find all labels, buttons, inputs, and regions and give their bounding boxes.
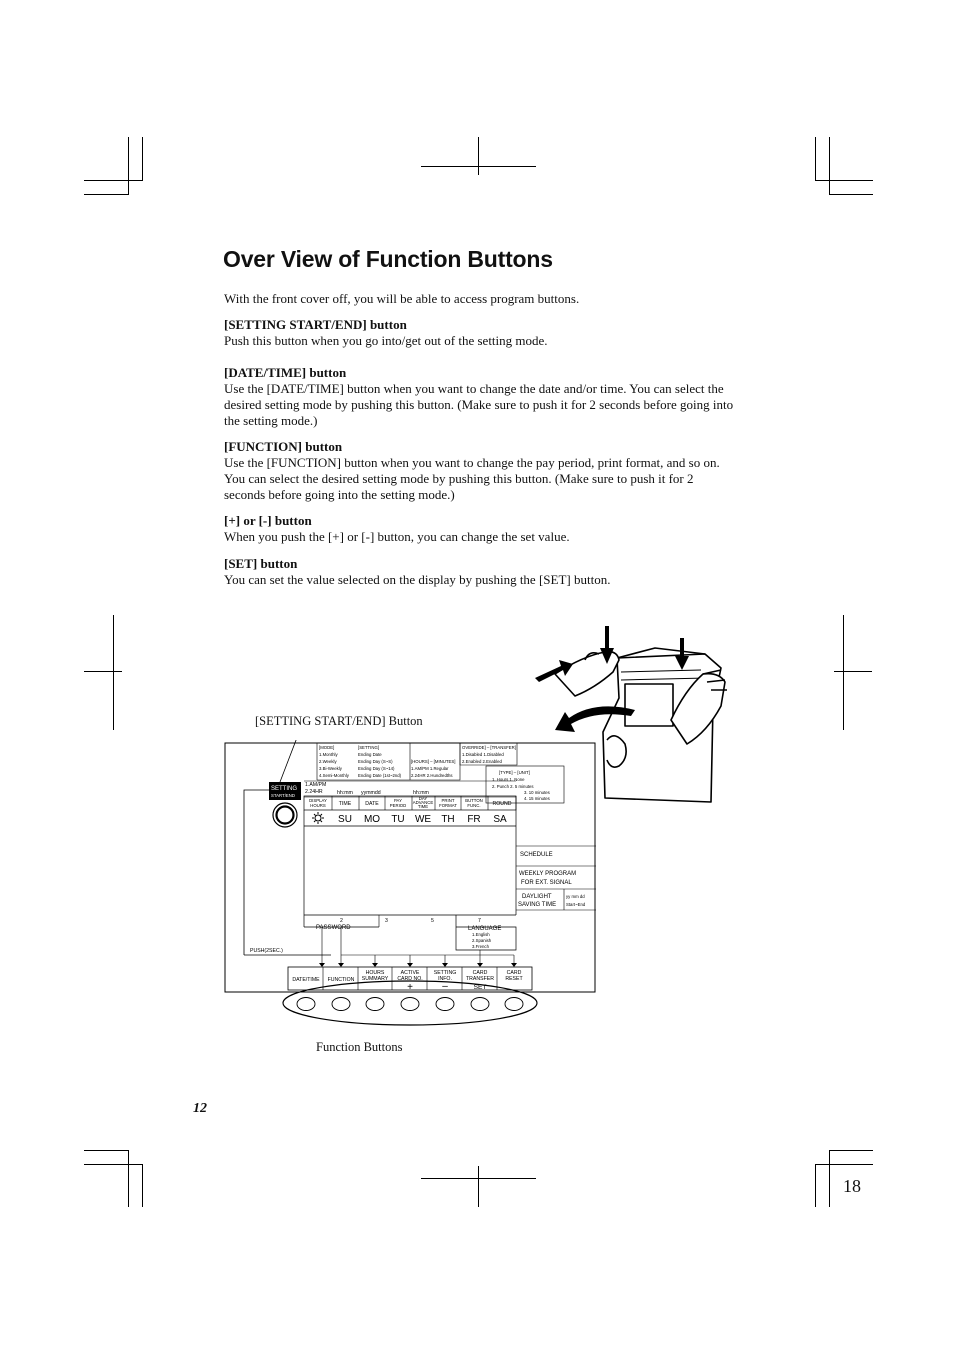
set-symbol: SET (473, 984, 487, 991)
setting-options (358, 745, 402, 778)
day-advance-value: hh:mm (413, 790, 429, 796)
day-monday: MO (363, 814, 381, 825)
option-line: 3.Bi-Weekly (319, 766, 342, 771)
setting-info-button-label: SETTING (433, 970, 457, 976)
print-format-label: PRINT (441, 798, 455, 803)
daylight-saving-label: DAYLIGHT (522, 894, 552, 900)
format-line: 1.AM/PM (305, 782, 327, 788)
daylight-saving-label: SAVING TIME (518, 902, 557, 908)
schedule-label: SCHEDULE (520, 852, 553, 858)
section-text: Push this button when you go into/get out of the setting mode. (224, 333, 548, 348)
option-line: 2.Weekly (319, 759, 337, 764)
card-reset-button[interactable] (505, 998, 523, 1011)
section-text: You can set the value selected on the display by pushing the [SET] button. (224, 572, 611, 587)
section-setting (224, 317, 736, 349)
override-options (462, 745, 516, 764)
language-option: 3.French (472, 944, 489, 949)
section-text: Use the [DATE/TIME] button when you want to change the date and/or time. You can select the desired setting mode by pushing this button. (Make sure to push it for 2 seconds before going into the setting mode.) (224, 381, 734, 428)
setting-key-line2: START/END (271, 793, 295, 798)
time-value: hh:mm (337, 790, 353, 796)
mode-options (319, 745, 350, 778)
setting-info-minus-button[interactable] (436, 998, 454, 1011)
section-heading: [+] or [-] button (224, 513, 312, 528)
day-advance-label: ADVANCE (412, 800, 434, 805)
function-buttons-caption: Function Buttons (316, 1040, 403, 1054)
section-plus-minus (224, 513, 736, 545)
date-time-button-label: DATE/TIME (292, 977, 320, 983)
active-card-plus-button[interactable] (401, 998, 419, 1011)
date-value: yymmdd (361, 790, 381, 796)
weekly-program-label: WEEKLY PROGRAM (519, 871, 577, 877)
push-leader-line (244, 790, 269, 955)
option-line: OVERRIDE] – [TRANSFER] (462, 745, 516, 750)
option-line: Ending Date (358, 752, 382, 757)
control-panel-diagram (224, 740, 604, 1030)
card-transfer-set-button[interactable] (471, 998, 489, 1011)
option-line: Ending Day (S~S) (358, 759, 393, 764)
round-label: ROUND (492, 801, 512, 807)
option-line: Ending Day (S~14) (358, 766, 395, 771)
print-format-label: FORMAT (439, 803, 457, 808)
option-line: [HOURS] – [MINUTES] (411, 759, 456, 764)
section-heading: [SETTING START/END] button (224, 317, 407, 332)
value-row-lines (304, 781, 516, 797)
format-line: 2.24HR (305, 789, 323, 795)
section-text: When you push the [+] or [-] button, you can change the set value. (224, 529, 570, 544)
option-line: 3. 10 minutes (524, 790, 550, 795)
option-line: [SETTING] (358, 745, 380, 750)
display-frame (304, 810, 516, 927)
setting-key-line1: SETTING (271, 786, 298, 792)
active-card-button-label: ACTIVE (400, 970, 420, 976)
minus-symbol: – (442, 981, 448, 992)
day-sunday: SU (338, 814, 352, 825)
function-button[interactable] (332, 998, 350, 1011)
date-time-button[interactable] (297, 998, 315, 1011)
intro-text: With the front cover off, you will be able to access program buttons. (224, 291, 580, 306)
section-heading: [FUNCTION] button (224, 439, 343, 454)
top-label-row (304, 796, 516, 810)
page-number: 12 (193, 1101, 207, 1116)
day-friday: FR (467, 814, 481, 825)
section-text: Use the [FUNCTION] button when you want to change the pay period, print format, and so on. You can select the desired setting mode by pushing this button. (Make sure to push it for 2 seconds before going into the setting mode.) (224, 455, 720, 502)
pay-period-label: PAY (394, 798, 402, 803)
day-advance-label: TIME (417, 804, 429, 809)
option-line: 4.Semi-Monthly (319, 773, 349, 778)
number-2: 2 (340, 918, 343, 924)
option-line: 1.Disabled 1.Disabled (462, 752, 504, 757)
option-line: [TYPE] – [UNIT] (499, 770, 530, 775)
page-title: Over View of Function Buttons (223, 246, 553, 272)
card-reset-button-label: CARD (506, 970, 522, 976)
day-tuesday: TU (391, 814, 405, 825)
day-wednesday: WE (414, 814, 432, 825)
weekly-program-label: FOR EXT. SIGNAL (521, 880, 572, 886)
section-set (224, 556, 736, 588)
date-label: DATE (365, 801, 379, 807)
card-transfer-button-label: CARD (472, 970, 488, 976)
connector-arrows (319, 963, 517, 967)
option-line: 2. Punch 2. 5 minutes (492, 784, 534, 789)
daylight-value: Start~End (566, 902, 586, 907)
day-advance-label: DAY (418, 796, 428, 801)
language-option: 2.Spanish (472, 938, 492, 943)
number-7: 7 (478, 918, 481, 924)
display-hours-label: DISPLAY (309, 798, 327, 803)
button-func-label: FUNC. (467, 803, 481, 808)
day-saturday: SA (493, 814, 507, 825)
display-hours-label: HOURS (310, 803, 326, 808)
hours-summary-button-label: SUMMARY (361, 976, 389, 982)
option-line: 2.24HR 2.Hundredths (411, 773, 453, 778)
option-line: 1. Hours 1. None (492, 777, 525, 782)
section-function (224, 439, 736, 503)
password-label: PASSWORD (316, 925, 351, 931)
section-date-time (224, 365, 736, 429)
push-note: PUSH(2SEC.) (250, 948, 283, 954)
pay-period-label: PERIOD (389, 803, 407, 808)
section-heading: [SET] button (224, 556, 298, 571)
option-line: 4. 15 minutes (524, 796, 550, 801)
option-line: Ending Date (1st~2nd) (358, 773, 402, 778)
option-line: 1.Monthly (319, 752, 338, 757)
button-func-label: BUTTON (465, 798, 483, 803)
plus-symbol: + (407, 982, 413, 993)
option-line: 1.AM/PM 1.Regular (411, 766, 449, 771)
setting-caption-leader (280, 740, 298, 782)
number-3: 3 (385, 918, 388, 924)
function-button-label: FUNCTION (327, 977, 355, 983)
sun-icon (312, 812, 324, 824)
setting-info-button-label: INFO. (438, 976, 452, 982)
time-label: TIME (338, 801, 352, 807)
setting-button-caption: [SETTING START/END] Button (255, 714, 423, 728)
day-thursday: TH (441, 814, 455, 825)
number-5: 5 (431, 918, 434, 924)
active-card-button-label: CARD NO. (397, 976, 423, 982)
hours-options (411, 759, 455, 778)
card-reset-button-label: RESET (505, 976, 523, 982)
setting-button-ring (277, 807, 294, 824)
section-heading: [DATE/TIME] button (224, 365, 347, 380)
language-option: 1.English (472, 932, 490, 937)
language-label: LANGUAGE (468, 926, 502, 932)
option-line: [MODE] (319, 745, 335, 750)
option-line: 2.Enabled 2.Enabled (462, 759, 502, 764)
sheet-number: 18 (843, 1176, 861, 1196)
daylight-value: yy mm dd (566, 894, 585, 899)
hours-summary-button-label: HOURS (365, 970, 385, 976)
card-transfer-button-label: TRANSFER (466, 976, 494, 982)
hours-summary-button[interactable] (366, 998, 384, 1011)
